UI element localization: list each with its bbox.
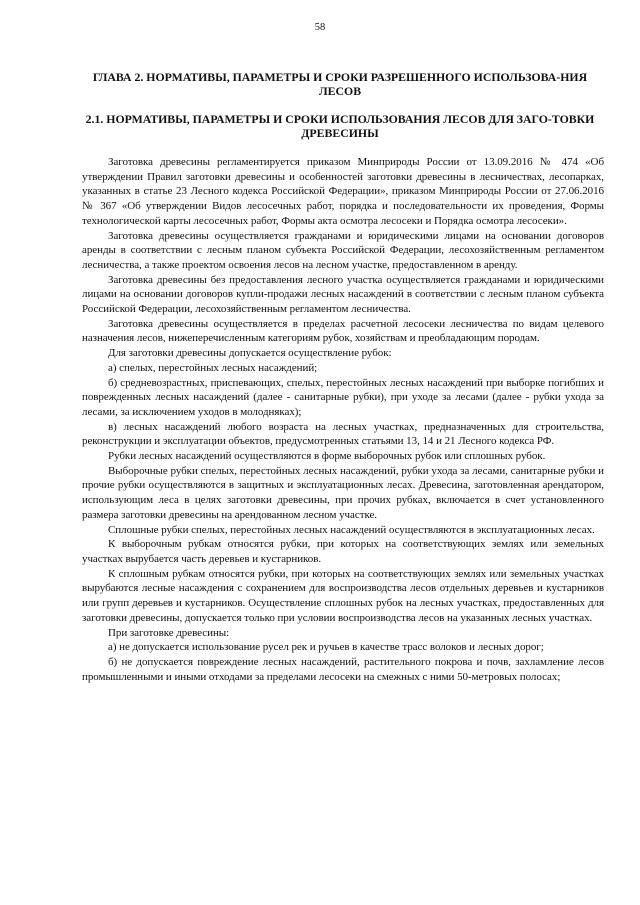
paragraph: Заготовка древесины регламентируется приказом Минприроды России от 13.09.2016 № 474 «Об утверждении Правил заготовки древесины и особенностей заготовки древесины в лесничествах, лесопарках, указанных в статье 23 Лесного кодекса Российской Федерации», приказом Минприроды России от 27.06.2016 № 367 «Об утверждении Видов лесосечных работ, порядка и последовательности их проведения, Формы технологической карты лесосечных работ, Формы акта осмотра лесосеки и Порядка осмотра лесосеки». [82,156,604,227]
paragraph: Рубки лесных насаждений осуществляются в форме выборочных рубок или сплошных рубок. [108,450,546,463]
paragraph: Для заготовки древесины допускается осуществление рубок: [108,347,392,360]
paragraph: К выборочным рубкам относятся рубки, при которых на соответствующих землях или земельных участках вырубается часть деревьев и кустарников. [82,538,604,565]
page-number: 58 [314,22,326,33]
paragraph: При заготовке древесины: [108,626,230,639]
list-item: в) лесных насаждений любого возраста на лесных участках, предназначенных для строительства, реконструкции и эксплуатации объектов, предусмотренных статьями 13, 14 и 21 Лесного кодекса РФ. [82,420,604,448]
chapter-title: ГЛАВА 2. НОРМАТИВЫ, ПАРАМЕТРЫ И СРОКИ РАЗРЕШЕННОГО ИСПОЛЬЗОВА-НИЯ ЛЕСОВ [92,70,588,98]
paragraph: Заготовка древесины осуществляется в пределах расчетной лесосеки лесничества по видам целевого назначения лесов, нижеперечисленным категориям рубок, хозяйствам и преобладающим породам. [82,317,604,345]
body-text [82,155,604,684]
list-item: б) не допускается повреждение лесных насаждений, растительного покрова и почв, захламление лесов промышленными и иными отходами за пределами лесосеки на смежных с ними 50-метровых полосах; [82,655,604,683]
list-item: а) не допускается использование русел рек и ручьев в качестве трасс волоков и лесных дорог; [108,641,544,654]
paragraph: Сплошные рубки спелых, перестойных лесных насаждений осуществляются в эксплуатационных лесах. [108,523,595,536]
section-title: 2.1. НОРМАТИВЫ, ПАРАМЕТРЫ И СРОКИ ИСПОЛЬЗОВАНИЯ ЛЕСОВ ДЛЯ ЗАГО-ТОВКИ ДРЕВЕСИНЫ [85,112,595,140]
list-item: а) спелых, перестойных лесных насаждений; [108,361,318,374]
paragraph: К сплошным рубкам относятся рубки, при которых на соответствующих землях или земельных участках вырубаются лесные насаждения с сохранением для воспроизводства лесов отдельных деревьев и кустарников или групп деревьев и кустарников. Осуществление сплошных рубок на лесных участках, предоставленных для заготовки древесины, допускается только при условии воспроизводства лесов на указанных лесных участках. [82,567,604,624]
paragraph: Заготовка древесины без предоставления лесного участка осуществляется гражданами и юридическими лицами на основании договоров купли-продажи лесных насаждений в соответствии с лесным планом субъекта Российской Федерации, лесохозяйственным регламентом лесничества. [82,273,604,316]
paragraph: Выборочные рубки спелых, перестойных лесных насаждений, рубки ухода за лесами, санитарные рубки и прочие рубки осуществляются в защитных и эксплуатационных лесах. Древесина, заготовленная арендатором, использующим леса в целях заготовки древесины, при прочих рубках, включается в счет установленного размера заготовки древесины на арендованном лесном участке. [82,464,604,521]
list-item: б) средневозрастных, приспевающих, спелых, перестойных лесных насаждений при выборке погибших и поврежденных лесных насаждений (далее - санитарные рубки), при уходе за лесами (далее - рубки ухода за лесами, за исключением уходов в молодняках); [82,376,604,418]
paragraph: Заготовка древесины осуществляется гражданами и юридическими лицами на основании договоров аренды в соответствии с лесным планом субъекта Российской Федерации, лесохозяйственным регламентом лесничества, а также проектом освоения лесов на лесном участке, предоставленном в аренду. [82,229,604,271]
